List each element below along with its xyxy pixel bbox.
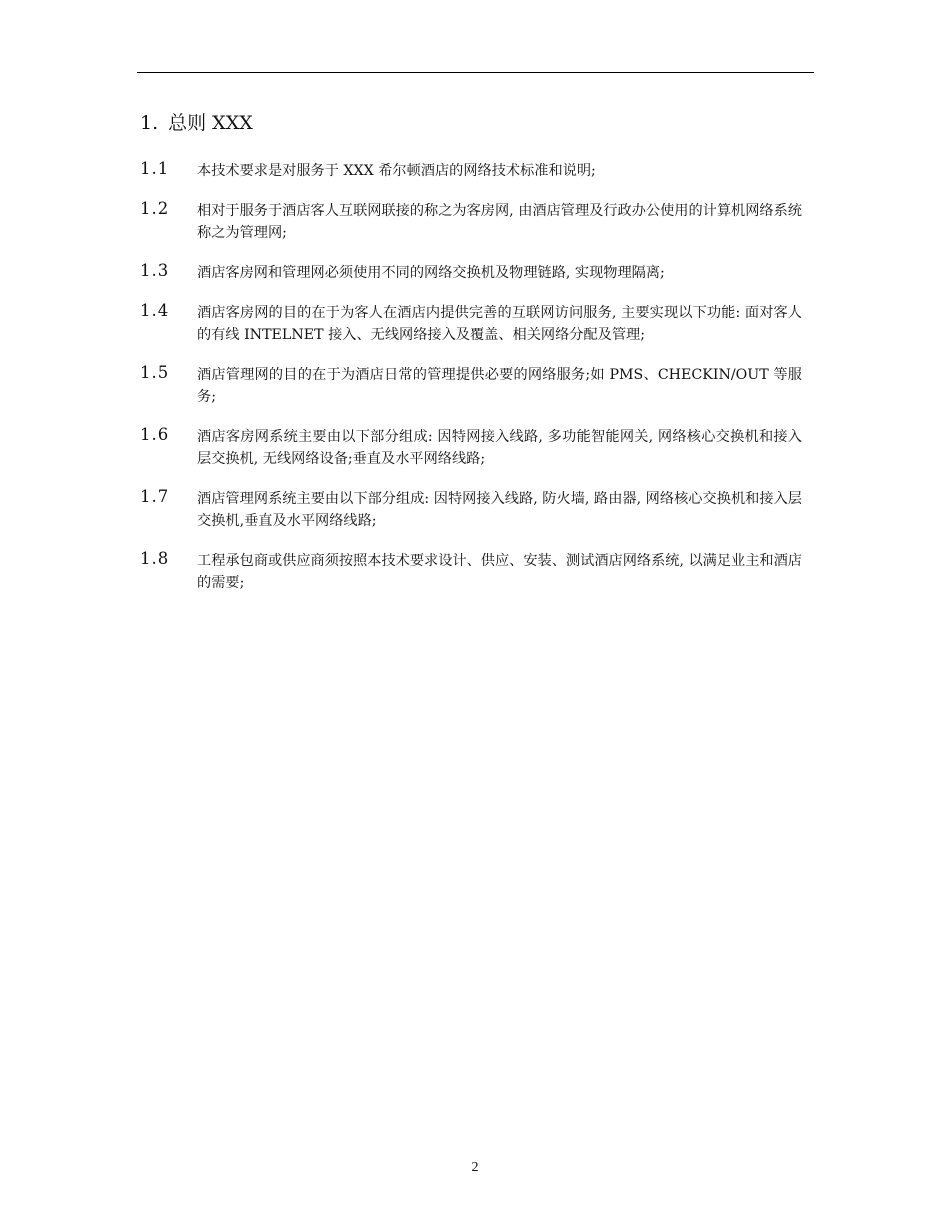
clause-number: 1.3 xyxy=(140,261,170,280)
clause-number: 1.8 xyxy=(140,549,170,568)
clause-item xyxy=(140,160,810,182)
clause-number: 1.2 xyxy=(140,199,170,218)
clause-item xyxy=(140,200,810,244)
clause-text: 酒店客房网的目的在于为客人在酒店内提供完善的互联网访问服务, 主要实现以下功能: 面对客人的有线 INTELNET 接入、无线网络接入及覆盖、相关网络分配及管理; xyxy=(197,305,802,343)
clause-list xyxy=(140,160,810,612)
clause-number: 1.4 xyxy=(140,301,170,320)
clause-text: 酒店客房网系统主要由以下部分组成: 因特网接入线路, 多功能智能网关, 网络核心交换机和接入层交换机, 无线网络设备;垂直及水平网络线路; xyxy=(197,429,802,467)
clause-item xyxy=(140,262,810,284)
clause-text: 相对于服务于酒店客人互联网联接的称之为客房网, 由酒店管理及行政办公使用的计算机网络系统称之为管理网; xyxy=(197,203,802,241)
page-number: 2 xyxy=(471,1160,479,1175)
section-title: 总则 XXX xyxy=(168,112,253,134)
clause-text: 本技术要求是对服务于 XXX 希尔顿酒店的网络技术标准和说明; xyxy=(197,163,596,179)
header-rule xyxy=(137,72,814,73)
clause-text: 工程承包商或供应商须按照本技术要求设计、供应、安装、测试酒店网络系统, 以满足业主和酒店的需要; xyxy=(197,553,802,591)
clause-number: 1.1 xyxy=(140,159,170,178)
clause-number: 1.6 xyxy=(140,425,170,444)
clause-item xyxy=(140,488,810,532)
clause-number: 1.5 xyxy=(140,363,170,382)
section-number: 1. xyxy=(140,112,159,134)
clause-item xyxy=(140,426,810,470)
clause-item xyxy=(140,550,810,594)
clause-item xyxy=(140,364,810,408)
clause-text: 酒店管理网的目的在于为酒店日常的管理提供必要的网络服务;如 PMS、CHECKIN/OUT 等服务; xyxy=(197,367,802,405)
clause-text: 酒店管理网系统主要由以下部分组成: 因特网接入线路, 防火墙, 路由器, 网络核心交换机和接入层交换机,垂直及水平网络线路; xyxy=(197,491,802,529)
clause-text: 酒店客房网和管理网必须使用不同的网络交换机及物理链路, 实现物理隔离; xyxy=(197,265,665,281)
clause-number: 1.7 xyxy=(140,487,170,506)
clause-item xyxy=(140,302,810,346)
section-heading xyxy=(140,110,253,136)
